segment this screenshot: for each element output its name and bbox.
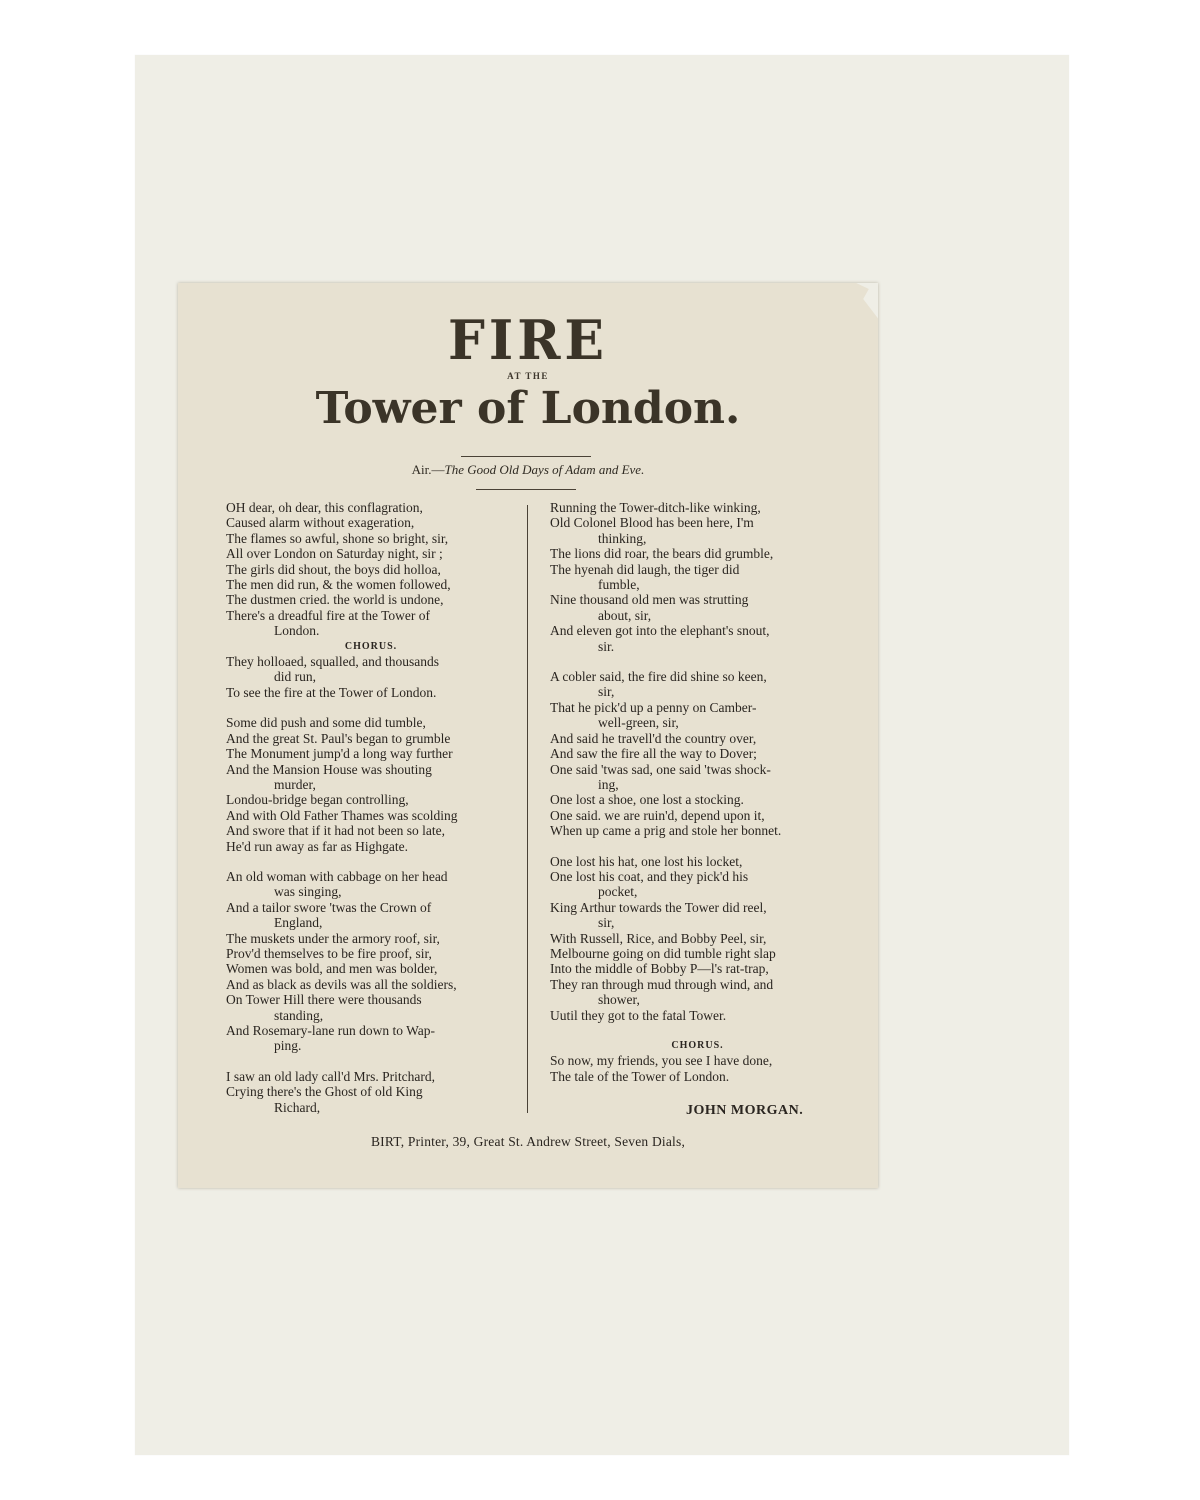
verse-line: King Arthur towards the Tower did reel,: [550, 899, 767, 915]
verse-line: sir,: [598, 915, 615, 931]
verse-line: Caused alarm without exageration,: [226, 515, 415, 531]
printer-imprint: BIRT, Printer, 39, Great St. Andrew Street, Seven Dials,: [370, 1134, 686, 1149]
verse-line: well-green, sir,: [598, 715, 679, 731]
verse-line: Some did push and some did tumble,: [226, 715, 426, 731]
verse-line: They holloaed, squalled, and thousands: [226, 654, 439, 670]
stanza-gap: [550, 654, 845, 669]
verse-line: ping.: [274, 1038, 302, 1054]
verse-line: OH dear, oh dear, this conflagration,: [226, 500, 423, 515]
verse-line: On Tower Hill there were thousands: [226, 992, 422, 1008]
verse-line: With Russell, Rice, and Bobby Peel, sir,: [550, 930, 767, 946]
verse-line: did run,: [274, 669, 316, 685]
right-verse-column: [550, 500, 845, 1084]
verse-line: Melbourne going on did tumble right slap: [550, 945, 776, 961]
verse-line: The men did run, & the women followed,: [226, 577, 451, 593]
verse-line: Prov'd themselves to be fire proof, sir,: [226, 945, 432, 961]
stanza-gap: [550, 839, 845, 854]
verse-line: was singing,: [274, 884, 342, 900]
verse-line: The hyenah did laugh, the tiger did: [550, 561, 740, 577]
verse-line: And as black as devils was all the soldiers,: [226, 976, 457, 992]
stanza-gap: [550, 1023, 845, 1038]
title-tower-of-london: Tower of London.: [315, 383, 741, 434]
verse-line: And saw the fire all the way to Dover;: [550, 746, 757, 762]
verse-line: fumble,: [598, 577, 640, 593]
title-at-the: AT THE: [507, 371, 549, 381]
column-divider: [527, 505, 528, 1113]
verse-line: The dustmen cried. the world is undone,: [226, 592, 444, 608]
verse-line: thinking,: [598, 530, 647, 546]
left-verse-column: [226, 500, 516, 1115]
verse-line: Nine thousand old men was strutting: [550, 592, 749, 608]
verse-line: Uutil they got to the fatal Tower.: [550, 1007, 727, 1023]
verse-line: And eleven got into the elephant's snout,: [550, 623, 770, 639]
broadside-sheet: [178, 283, 878, 1188]
verse-line: The girls did shout, the boys did holloa,: [226, 561, 441, 577]
verse-line: London.: [274, 623, 320, 639]
verse-line: ing,: [598, 776, 619, 792]
verse-line: sir.: [598, 638, 615, 654]
air-prefix: Air.—: [411, 462, 445, 477]
verse-line: When up came a prig and stole her bonnet.: [550, 823, 782, 839]
chorus-heading: CHORUS.: [344, 640, 398, 652]
verse-line: about, sir,: [598, 607, 652, 623]
verse-line: And with Old Father Thames was scolding: [226, 807, 458, 823]
rule-above-air: [461, 456, 591, 457]
verse-line: And a tailor swore 'twas the Crown of: [226, 899, 432, 915]
verse-line: To see the fire at the Tower of London.: [226, 684, 437, 700]
chorus-heading: CHORUS.: [671, 1040, 724, 1051]
stanza-gap: [226, 700, 516, 715]
stanza-gap: [226, 1054, 516, 1069]
air-line: [178, 462, 878, 478]
verse-line: That he pick'd up a penny on Camber-: [550, 699, 757, 715]
verse-line: One lost a shoe, one lost a stocking.: [550, 792, 744, 808]
verse-line: pocket,: [598, 884, 638, 900]
verse-line: One lost his hat, one lost his locket,: [550, 853, 743, 869]
verse-line: And said he travell'd the country over,: [550, 730, 757, 746]
verse-line: They ran through mud through wind, and: [550, 976, 774, 992]
rule-below-air: [476, 489, 576, 490]
verse-line: Richard,: [274, 1099, 321, 1115]
verse-line: And the Mansion House was shouting: [226, 761, 432, 777]
air-tune: The Good Old Days of Adam and Eve.: [444, 462, 645, 477]
verse-line: shower,: [598, 992, 640, 1008]
verse-line: standing,: [274, 1007, 324, 1023]
verse-line: He'd run away as far as Highgate.: [226, 838, 408, 854]
verse-line: There's a dreadful fire at the Tower of: [226, 607, 431, 623]
verse-line: I saw an old lady call'd Mrs. Pritchard,: [226, 1068, 436, 1084]
verse-line: The lions did roar, the bears did grumble,: [550, 546, 774, 562]
verse-line: England,: [274, 915, 323, 931]
title-fire: FIRE: [447, 308, 609, 373]
verse-line: An old woman with cabbage on her head: [226, 868, 448, 884]
verse-line: Londou-bridge began controlling,: [226, 792, 409, 808]
verse-line: The tale of the Tower of London.: [550, 1068, 730, 1084]
author-name: JOHN MORGAN.: [686, 1103, 804, 1118]
verse-line: The flames so awful, shone so bright, sir,: [226, 530, 449, 546]
verse-line: One said 'twas sad, one said 'twas shock-: [550, 761, 771, 777]
verse-line: Crying there's the Ghost of old King: [226, 1084, 423, 1100]
verse-line: And Rosemary-lane run down to Wap-: [226, 1023, 435, 1038]
verse-line: Into the middle of Bobby P—l's rat-trap,: [550, 961, 769, 977]
verse-line: One said. we are ruin'd, depend upon it,: [550, 807, 765, 823]
verse-line: Women was bold, and men was bolder,: [226, 961, 438, 977]
verse-line: All over London on Saturday night, sir ;: [226, 546, 443, 562]
verse-line: The Monument jump'd a long way further: [226, 746, 453, 762]
verse-line: One lost his coat, and they pick'd his: [550, 868, 749, 884]
verse-line: And the great St. Paul's began to grumble: [226, 730, 451, 746]
verse-line: A cobler said, the fire did shine so keen,: [550, 669, 767, 685]
verse-line: murder,: [274, 776, 316, 792]
verse-line: sir,: [598, 684, 615, 700]
verse-line: So now, my friends, you see I have done,: [550, 1053, 773, 1069]
verse-line: And swore that if it had not been so late,: [226, 823, 445, 839]
verse-line: The muskets under the armory roof, sir,: [226, 930, 440, 946]
verse-line: Running the Tower-ditch-like winking,: [550, 500, 761, 515]
stanza-gap: [226, 854, 516, 869]
verse-line: Old Colonel Blood has been here, I'm: [550, 515, 754, 531]
